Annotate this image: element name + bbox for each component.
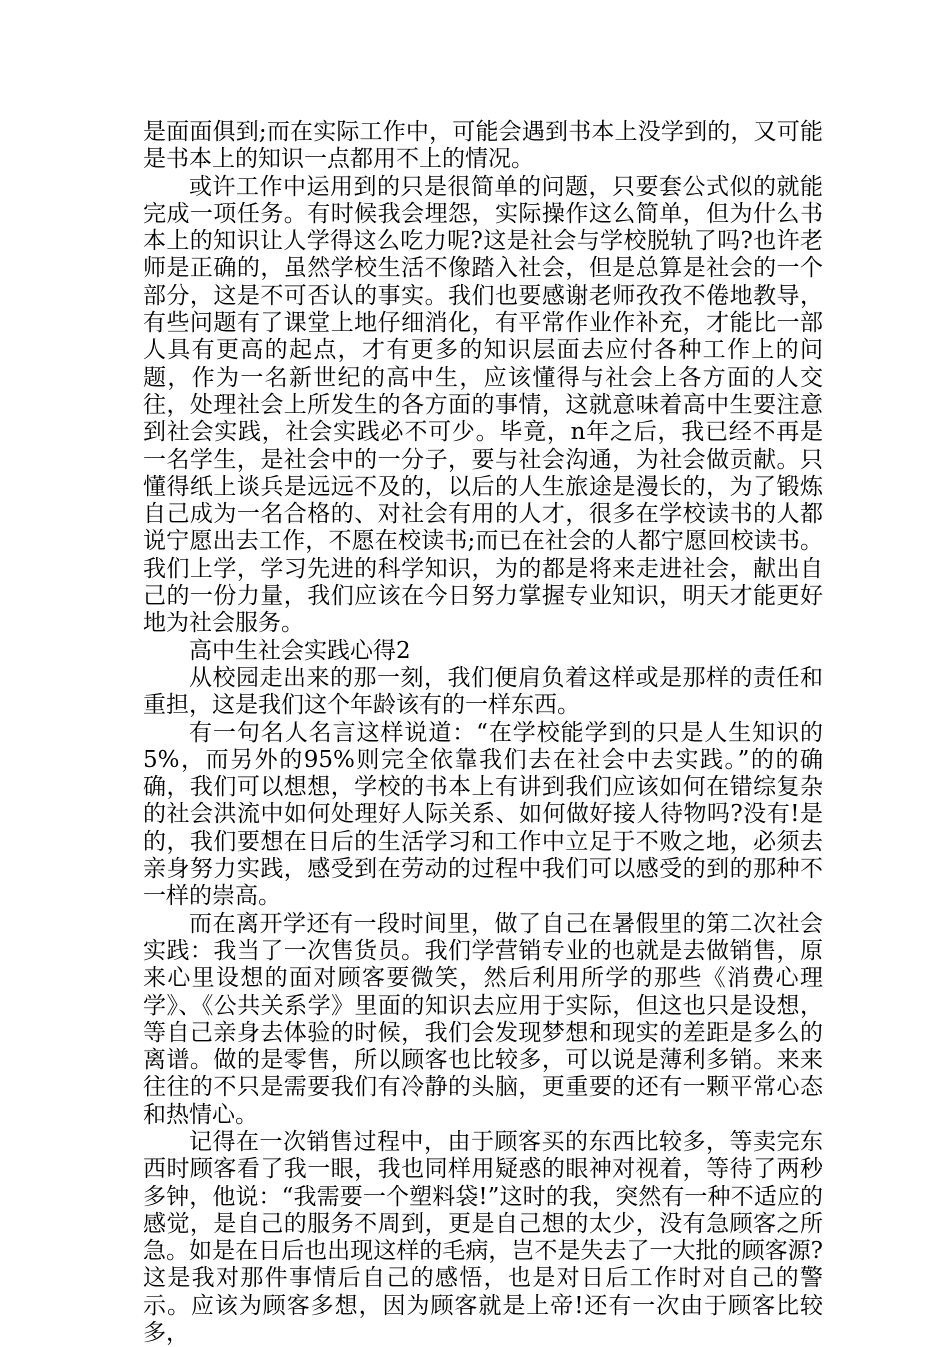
paragraph-5: 而在离开学还有一段时间里，做了自己在暑假里的第二次社会实践：我当了一次售货员。我们学营销专业的也就是去做销售，原来心里设想的面对顾客要微笑，然后利用所学的那些《消费心理学》、《公共关系学》里面的知识去应用于实际，但这也只是设想，等自己亲身去体验的时候，我们会发现梦想和现实的差距是多么的离谱。做的是零售，所以顾客也比较多，可以说是薄利多销。来来往往的不只是需要我们有冷静的头脑，更重要的还有一颗平常心态和热情心。 (143, 910, 823, 1128)
paragraph-2: 或许工作中运用到的只是很简单的问题，只要套公式似的就能完成一项任务。有时候我会埋怨，实际操作这么简单，但为什么书本上的知识让人学得这么吃力呢?这是社会与学校脱轨了吗?也许老师是正确的，虽然学校生活不像踏入社会，但是总算是社会的一个部分，这是不可否认的事实。我们也要感谢老师孜孜不倦地教导，有些问题有了课堂上地仔细消化，有平常作业作补充，才能比一部人具有更高的起点，才有更多的知识层面去应付各种工作上的问题，作为一名新世纪的高中生，应该懂得与社会上各方面的人交往，处理社会上所发生的各方面的事情，这就意味着高中生要注意到社会实践，社会实践必不可少。毕竟，n年之后，我已经不再是一名学生，是社会中的一分子，要与社会沟通，为社会做贡献。只懂得纸上谈兵是远远不及的，以后的人生旅途是漫长的，为了锻炼自己成为一名合格的、对社会有用的人才，很多在学校读书的人都说宁愿出去工作，不愿在校读书;而已在社会的人都宁愿回校读书。我们上学，学习先进的科学知识，为的都是将来走进社会，献出自己的一份力量，我们应该在今日努力掌握专业知识，明天才能更好地为社会服务。 (143, 173, 823, 637)
paragraph-3: 从校园走出来的那一刻，我们便肩负着这样或是那样的责任和重担，这是我们这个年龄该有的一样东西。 (143, 664, 823, 719)
document-page (143, 119, 823, 1347)
paragraph-4: 有一句名人名言这样说道：“在学校能学到的只是人生知识的5%，而另外的95%则完全依靠我们去在社会中去实践。”的的确确，我们可以想想，学校的书本上有讲到我们应该如何在错综复杂的社会洪流中如何处理好人际关系、如何做好接人待物吗?没有!是的，我们要想在日后的生活学习和工作中立足于不败之地，必须去亲身努力实践，感受到在劳动的过程中我们可以感受的到的那种不一样的崇高。 (143, 719, 823, 910)
section-heading: 高中生社会实践心得2 (189, 637, 411, 664)
paragraph-6: 记得在一次销售过程中，由于顾客买的东西比较多，等卖完东西时顾客看了我一眼，我也同样用疑惑的眼神对视着，等待了两秒多钟，他说：“我需要一个塑料袋!”这时的我，突然有一种不适应的感觉，是自己的服务不周到，更是自己想的太少，没有急顾客之所急。如是在日后也出现这样的毛病，岂不是失去了一大批的顾客源?这是我对那件事情后自己的感悟，也是对日后工作时对自己的警示。应该为顾客多想，因为顾客就是上帝!还有一次由于顾客比较多， (143, 1128, 823, 1347)
paragraph-1: 是面面俱到;而在实际工作中，可能会遇到书本上没学到的，又可能是书本上的知识一点都用不上的情况。 (143, 119, 823, 173)
